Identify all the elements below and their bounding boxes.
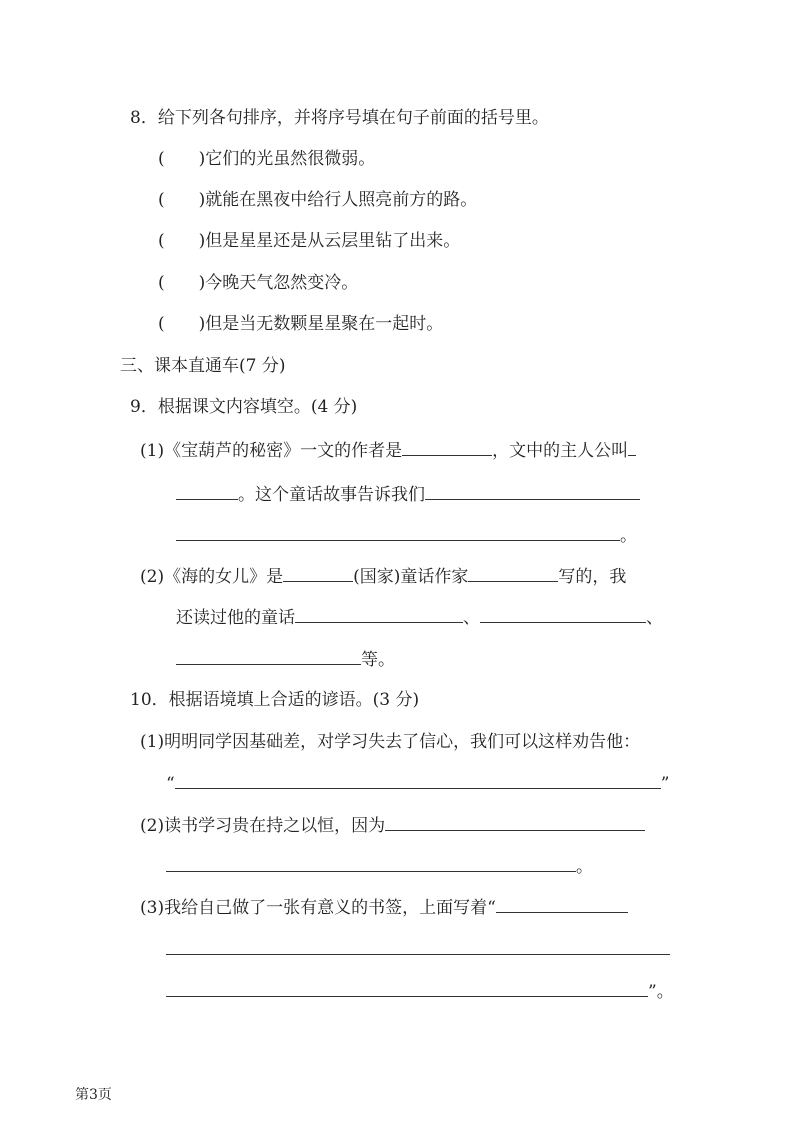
writer-blank[interactable] (468, 565, 558, 582)
protagonist-blank-cont[interactable] (176, 483, 238, 500)
q9-p1-text: 。这个童话故事告诉我们 (238, 485, 425, 505)
q10-p2-text: 。 (576, 857, 593, 877)
page-number: 第3页 (75, 1087, 112, 1103)
country-blank[interactable] (283, 565, 353, 582)
fairytale-blank-1[interactable] (295, 606, 463, 623)
q8-item-text: 今晚天气忽然变冷。 (205, 273, 359, 293)
proverb-blank-3[interactable] (496, 896, 628, 913)
q10-part3-line2 (166, 938, 670, 961)
q8-item-text: 就能在黑夜中给行人照亮前方的路。 (205, 190, 478, 210)
q8-item-text: 它们的光虽然很微弱。 (205, 149, 376, 169)
answer-paren[interactable]: ( ) (158, 314, 206, 334)
q8-item (158, 313, 443, 335)
q10-part3-line3 (166, 980, 674, 1003)
q9-p2-text: 还读过他的童话 (176, 608, 295, 628)
answer-paren[interactable]: ( ) (158, 190, 206, 210)
protagonist-blank[interactable] (628, 439, 636, 456)
section-title: 三、课本直通车(7 分) (120, 356, 286, 376)
q9-part1-line2 (176, 483, 640, 506)
q10-p2-text: (2)读书学习贵在持之以恒，因为 (140, 816, 386, 836)
q9-p2-text: (2)《海的女儿》是 (140, 567, 284, 587)
q10-p3-text: (3)我给自己做了一张有意义的书签，上面写着“ (140, 898, 496, 918)
q9-p1-text: (1)《宝葫芦的秘密》一文的作者是 (140, 441, 403, 461)
answer-paren[interactable]: ( ) (158, 273, 206, 293)
q9-p2-text: 、 (463, 608, 480, 628)
q9-p1-text: ，文中的主人公叫 (492, 441, 629, 461)
author-blank[interactable] (402, 439, 492, 456)
proverb-blank-2-cont[interactable] (166, 855, 576, 872)
answer-paren[interactable]: ( ) (158, 231, 206, 251)
quote-close: ”。 (648, 982, 674, 1002)
fairytale-blank-3[interactable] (176, 648, 361, 665)
proverb-blank-1[interactable] (175, 772, 661, 789)
q8-item (158, 272, 358, 294)
q9-p2-text: 写的，我 (558, 567, 627, 587)
proverb-blank-2[interactable] (385, 814, 645, 831)
q8-item-text: 但是星星还是从云层里钻了出来。 (205, 231, 461, 251)
lesson-blank[interactable] (425, 483, 640, 500)
q8-prompt: 8．给下列各句排序，并将序号填在句子前面的括号里。 (130, 108, 549, 128)
q9-part1-line1 (140, 439, 636, 462)
q9-part2-line1 (140, 565, 626, 588)
proverb-blank-3-end[interactable] (166, 980, 648, 997)
q10-part1-line1: (1)明明同学因基础差，对学习失去了信心，我们可以这样劝告他： (140, 732, 641, 752)
q9-part1-line3 (176, 524, 637, 547)
q8-item (158, 230, 460, 252)
q9-p2-text: 、 (646, 608, 663, 628)
proverb-blank-3-cont[interactable] (166, 938, 670, 955)
q9-part2-line2 (176, 606, 663, 629)
quote-close: ” (660, 774, 670, 794)
q9-p1-text: 。 (620, 526, 637, 546)
lesson-blank-cont[interactable] (176, 524, 620, 541)
q10-part3-line1 (140, 896, 628, 919)
quote-open: “ (166, 774, 175, 794)
q10-part1-line2 (166, 772, 669, 795)
q9-p2-text: (国家)童话作家 (353, 567, 469, 587)
q9-part2-line3 (176, 648, 395, 671)
q8-item-text: 但是当无数颗星星聚在一起时。 (205, 314, 444, 334)
q10-prompt: 10．根据语境填上合适的谚语。(3 分) (130, 690, 420, 710)
q10-part2-line1 (140, 814, 645, 837)
q8-item (158, 148, 375, 170)
q9-prompt: 9．根据课文内容填空。(4 分) (130, 397, 358, 417)
q9-p2-text: 等。 (361, 650, 395, 670)
answer-paren[interactable]: ( ) (158, 149, 206, 169)
fairytale-blank-2[interactable] (480, 606, 646, 623)
q10-part2-line2 (166, 855, 593, 878)
q8-item (158, 189, 477, 211)
